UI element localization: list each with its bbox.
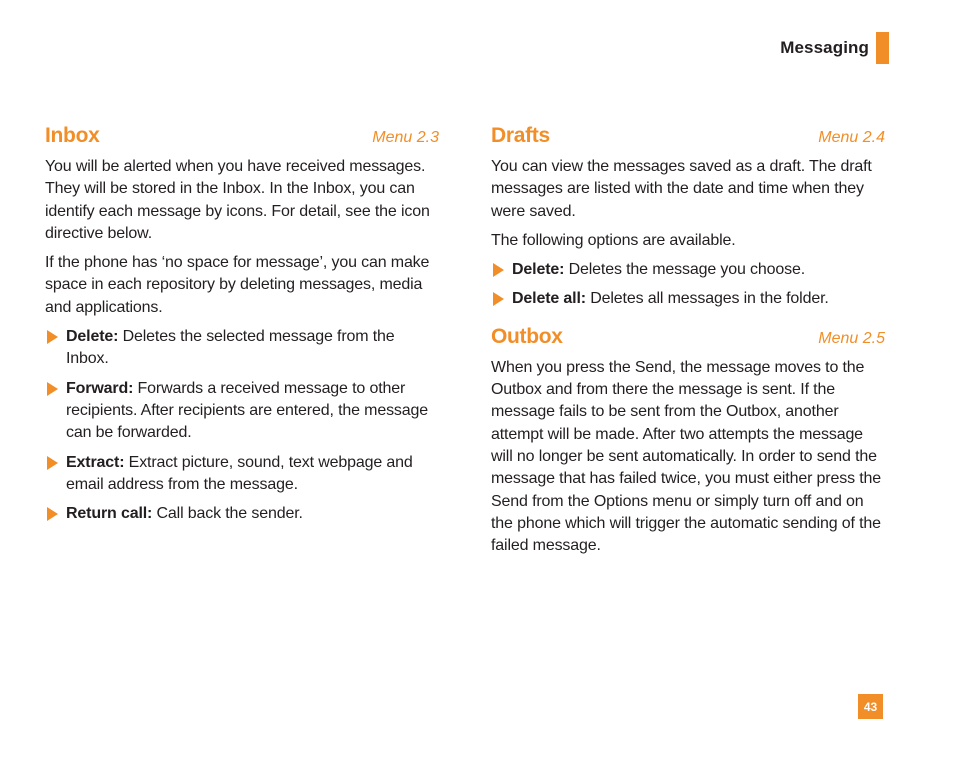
drafts-heading: [491, 124, 885, 156]
drafts-menu-number: Menu 2.4: [818, 129, 885, 146]
bullet-arrow-icon: [47, 382, 58, 396]
drafts-paragraph: The following options are available.: [491, 231, 736, 249]
drafts-paragraph: You can view the messages saved as a draft. The draft messages are listed with the date and time when they were saved.: [491, 158, 872, 220]
option-term: Delete:: [66, 328, 119, 346]
bullet-arrow-icon: [47, 507, 58, 521]
option-term: Delete all:: [512, 290, 586, 308]
inbox-heading: [45, 124, 439, 156]
option-description: Forwards a received message to other recipients. After recipients are entered, the message can be forwarded.: [66, 379, 429, 442]
bullet-arrow-icon: [493, 263, 504, 277]
right-column: [491, 124, 885, 564]
header-title: Messaging: [780, 38, 869, 57]
inbox-paragraph: You will be alerted when you have received messages. They will be stored in the Inbox. In the Inbox, you can identify each message by icons. For detail, see the icon directive below.: [45, 158, 430, 242]
option-description: Deletes the message you choose.: [564, 261, 805, 279]
drafts-option-delete-all: [491, 288, 885, 310]
option-description: Deletes the selected message from the Inbox.: [66, 328, 395, 368]
drafts-title: Drafts: [491, 124, 550, 147]
option-term: Forward:: [66, 379, 134, 397]
inbox-option-return-call: [45, 503, 439, 525]
page-header: [780, 32, 889, 64]
bullet-arrow-icon: [47, 456, 58, 470]
left-column: [45, 124, 439, 532]
outbox-paragraph: When you press the Send, the message moves to the Outbox and from there the message is sent. If the message fails to be sent from the Outbox, another attempt will be made. After two attempts the message will no longer be sent automatically. In order to send the message that has failed twice, you must either press the Send from the Options menu or simply turn off and on the phone which will trigger the automatic sending of the failed message.: [491, 358, 882, 555]
option-description: Extract picture, sound, text webpage and email address from the message.: [66, 453, 413, 493]
bullet-arrow-icon: [47, 330, 58, 344]
bullet-arrow-icon: [493, 292, 504, 306]
inbox-paragraph: If the phone has ‘no space for message’, you can make space in each repository by deleting messages, media and applications.: [45, 254, 430, 316]
outbox-heading: [491, 325, 885, 357]
inbox-option-forward: [45, 378, 439, 445]
outbox-menu-number: Menu 2.5: [818, 329, 885, 347]
inbox-option-extract: [45, 452, 439, 497]
option-description: Deletes all messages in the folder.: [585, 290, 829, 308]
drafts-option-delete: [491, 259, 885, 281]
outbox-title: Outbox: [491, 324, 563, 348]
header-accent-bar: [876, 32, 889, 64]
option-term: Return call:: [66, 505, 153, 523]
option-term: Extract:: [66, 453, 125, 471]
inbox-option-delete: [45, 326, 439, 371]
page-number: 43: [858, 694, 883, 719]
option-term: Delete:: [512, 261, 565, 279]
inbox-title: Inbox: [45, 124, 100, 147]
option-description: Call back the sender.: [152, 505, 303, 523]
inbox-menu-number: Menu 2.3: [372, 129, 439, 146]
